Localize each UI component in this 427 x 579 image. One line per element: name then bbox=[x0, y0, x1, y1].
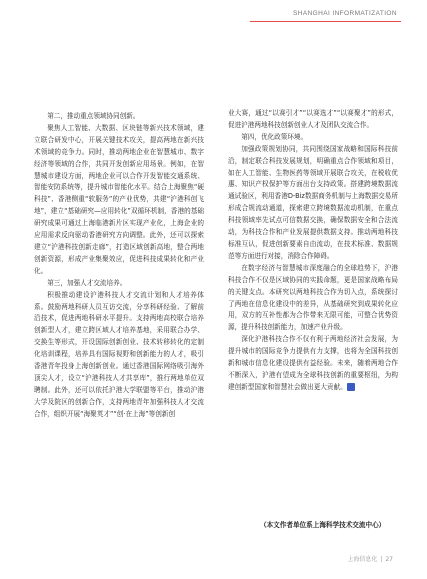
header-rule bbox=[250, 21, 401, 22]
paragraph: 加强政策规划协同，共同围绕国家战略和国际科技前沿，制定联合科技发展规划，明确重点合作领域和项目，如在人工智能、生物医药等领域开展联合攻关，在税收优惠、知识产权保护等方面出台支持政策。搭建跨境数据流通试验区，利用香港D-Biz数据商务机制与上海数据交易所形成合规流动通道，探索建立跨境数据流动机制，在重点科技领域率先试点可信数据交换，确保数据安全和合法流动，为科技合作和产业发展提供数据支持。推动两地科技标准互认，促进创新要素自由流动，在技术标准、数据规范等方面进行对接，消除合作障碍。 bbox=[228, 144, 398, 260]
section-heading-2: 第二，推动重点领域协同创新。 bbox=[47, 112, 140, 120]
paragraph: 聚焦人工智能、大数据、区块链等新兴技术领域，建立联合研发中心，开展关键技术攻关，提高两地在新兴技术领域的竞争力。同时，推动两地企业在智慧城市、数字经济等领域的合作，共同开发创新应用场景。例如，在智慧城市建设方面，两地企业可以合作开发智能交通系统、智能安防系统等，提升城市智能化水平。结合上海聚焦“硬科技”、香港侧重“软服务”的产业优势，共建“沪港科创飞地”，建立“基础研究—应用转化”双循环机制，香港的基础研究成果可通过上海临港新片区实现产业化，上海企业的应用需求反向驱动香港研究方向调整。此外，还可以探索建立“沪港科技创新走廊”，打造区域创新高地，整合两地创新资源，形成产业集聚效应，促进科技成果转化和产业化。 bbox=[34, 123, 204, 275]
publication-name: 上海信息化 bbox=[347, 556, 378, 563]
running-header: SHANGHAI INFORMATIZATION bbox=[293, 10, 397, 17]
page-footer: 上海信息化 | 27 bbox=[347, 556, 393, 563]
paragraph: 在数字经济与智慧城市深度融合的全球趋势下，沪港科技合作不仅是区域协同的实践命题，更是国家战略布局的关键支点。本研究以两地科技合作为切入点，系统探讨了两地在信息化建设中的差异，从基础研究到成果转化应用，双方的互补性都为合作带来无限可能，可整合优势资源，提升科技创新能力，加速产业升级。 bbox=[228, 263, 398, 332]
right-column bbox=[228, 108, 398, 394]
end-mark-icon: ◆ bbox=[347, 383, 355, 391]
final-paragraph-text: 深化沪港科技合作不仅有利于两地经济社会发展，为提升城市的国际竞争力提供有力支撑，也将为全国科技创新和城市信息化建设提供有益经验。未来，随着两地合作不断深入，沪港有望成为全球科技创新的重要枢纽，为构建创新型国家和智慧社会做出更大贡献。 bbox=[228, 335, 398, 391]
page-number: 27 bbox=[385, 556, 393, 563]
paragraph-final bbox=[228, 334, 398, 394]
author-affiliation: （本文作者单位系上海科学技术交流中心） bbox=[260, 521, 386, 529]
section-heading-4: 第四，优化政策环境。 bbox=[241, 132, 308, 141]
section-heading-3: 第三，加强人才交流培养。 bbox=[47, 278, 127, 287]
paragraph: 积极推动建设沪港科技人才交流计划和人才培养体系。鼓励两地科研人员互访交流，分享科研经验、了解前沿技术，促进两地科研水平提升。支持两地高校联合培养创新型人才，建立跨区域人才培养基地，采用联合办学、交换生等形式，开设国际创新创业、技术转移转化的定制化培训课程，培养具有国际视野和创新能力的人才，吸引香港青年投身上海创新创业。通过香港国际网络吸引海外顶尖人才，设立“沪港科技人才共享库”，推行两地单位双聘制。此外，还可以依托沪港大学联盟等平台，推动沪港大学及院区的创新合作，支持两地青年加强科技人才交流合作，组织开展“海聚英才”“创·在上海”等创新创 bbox=[34, 290, 204, 418]
left-column bbox=[34, 111, 204, 421]
paragraph-continued: 业大赛，通过“以赛引才”“以赛选才”“以赛聚才”的形式，促进沪港两地科技创新创业人才及团队交流合作。 bbox=[228, 109, 398, 129]
